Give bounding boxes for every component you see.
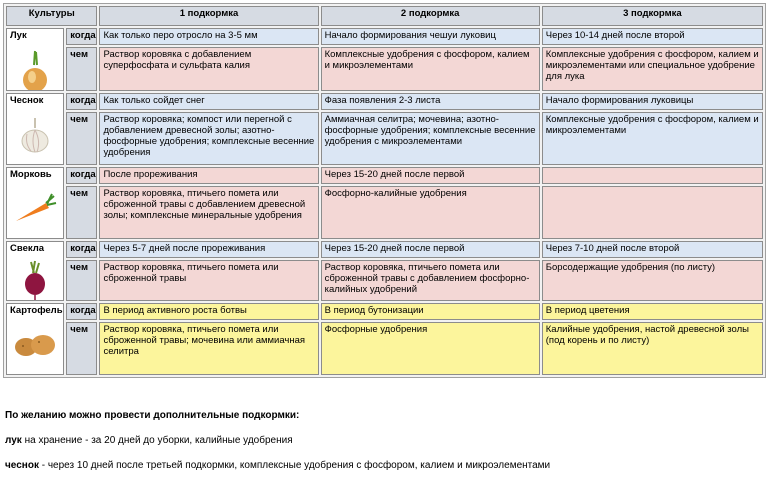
crop-name: Свекла — [10, 243, 45, 254]
onion-icon — [20, 49, 50, 91]
crop-cell — [6, 241, 64, 301]
potato-icon — [13, 332, 57, 360]
garlic-icon — [19, 116, 51, 154]
label-what: чем — [66, 112, 97, 165]
label-when: когда — [66, 93, 97, 110]
header-feed-2: 2 подкормка — [321, 6, 540, 26]
label-what: чем — [66, 322, 97, 375]
cell: Калийные удобрения, настой древесной золы (под корень и по листу) — [542, 322, 763, 375]
cell — [542, 186, 763, 239]
cell: Через 5-7 дней после прореживания — [99, 241, 318, 258]
cell: Фосфорные удобрения — [321, 322, 540, 375]
notes-intro: По желанию можно провести дополнительные подкормки: — [5, 410, 300, 421]
cell: Через 10-14 дней после второй — [542, 28, 763, 45]
label-what: чем — [66, 260, 97, 301]
crop-cell — [6, 28, 64, 91]
note-garlic: чеснок - через 10 дней после третьей подкормки, комплексные удобрения с фосфором, калием и микроэлементами — [5, 460, 551, 471]
crop-name: Лук — [10, 30, 27, 41]
crop-cell — [6, 167, 64, 239]
carrot-icon — [12, 193, 58, 225]
cell: Аммиачная селитра; мочевина; азотно-фосфорные удобрения; комплексные весенние удобрения с микроэлементами — [321, 112, 540, 165]
beet-icon — [22, 259, 48, 301]
header-feed-3: 3 подкормка — [542, 6, 763, 26]
cell: Раствор коровяка с добавлением суперфосфата и сульфата калия — [99, 47, 318, 91]
label-what: чем — [66, 186, 97, 239]
header-feed-1: 1 подкормка — [99, 6, 318, 26]
cell: Как только сойдет снег — [99, 93, 318, 110]
header-crops: Культуры — [6, 6, 97, 26]
label-when: когда — [66, 167, 97, 184]
cell: Комплексные удобрения с фосфором, калием и микроэлементами — [321, 47, 540, 91]
cell: Через 7-10 дней после второй — [542, 241, 763, 258]
cell: Борсодержащие удобрения (по листу) — [542, 260, 763, 301]
cell: В период активного роста ботвы — [99, 303, 318, 320]
cell: Как только перо отросло на 3-5 мм — [99, 28, 318, 45]
label-when: когда — [66, 303, 97, 320]
cell: Раствор коровяка, птичьего помета или сброженной травы — [99, 260, 318, 301]
label-when: когда — [66, 241, 97, 258]
crop-cell — [6, 93, 64, 165]
cell — [542, 167, 763, 184]
cell: Раствор коровяка, птичьего помета или сброженной травы; мочевина или аммиачная селитра — [99, 322, 318, 375]
feeding-table — [3, 3, 766, 378]
cell: В период бутонизации — [321, 303, 540, 320]
cell: Начало формирования луковицы — [542, 93, 763, 110]
cell: Через 15-20 дней после первой — [321, 241, 540, 258]
crop-name: Морковь — [10, 169, 52, 180]
crop-name: Чеснок — [10, 95, 44, 106]
cell: Раствор коровяка, птичьего помета или сброженной травы с добавлением фосфорно-калийных удобрений — [321, 260, 540, 301]
cell: Комплексные удобрения с фосфором, калием и микроэлементами — [542, 112, 763, 165]
cell: Фаза появления 2-3 листа — [321, 93, 540, 110]
crop-cell — [6, 303, 64, 375]
cell: Начало формирования чешуи луковиц — [321, 28, 540, 45]
cell: Через 15-20 дней после первой — [321, 167, 540, 184]
cell: Комплексные удобрения с фосфором, калием и микроэлементами или специальное удобрение для лука — [542, 47, 763, 91]
label-what: чем — [66, 47, 97, 91]
cell: Фосфорно-калийные удобрения — [321, 186, 540, 239]
note-onion: лук на хранение - за 20 дней до уборки, калийные удобрения — [5, 435, 293, 446]
cell: Раствор коровяка, птичьего помета или сброженной травы с добавлением древесной золы; комплексные минеральные удобрения — [99, 186, 318, 239]
cell: В период цветения — [542, 303, 763, 320]
crop-name: Картофель — [10, 305, 63, 316]
label-when: когда — [66, 28, 97, 45]
cell: Раствор коровяка; компост или перегной с добавлением древесной золы; азотно-фосфорные удобрения; комплексные весенние удобрения — [99, 112, 318, 165]
cell: После прореживания — [99, 167, 318, 184]
